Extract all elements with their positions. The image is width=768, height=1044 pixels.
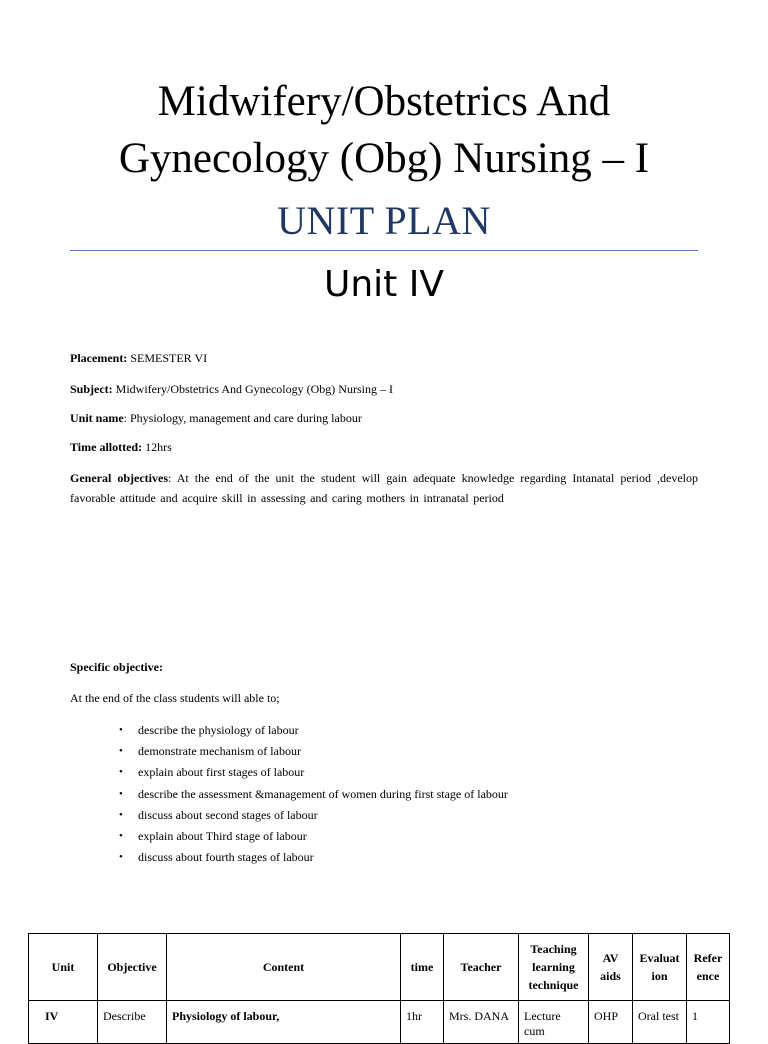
unit-plan-heading: UNIT PLAN	[277, 198, 491, 243]
cell-content: Physiology of labour,	[167, 1001, 401, 1044]
bullet-icon: •	[119, 745, 123, 758]
header-objective: Objective	[98, 934, 167, 1001]
title-line-2: Gynecology (Obg) Nursing – I	[118, 135, 650, 182]
header-time: time	[401, 934, 444, 1001]
bullet-icon: •	[119, 787, 123, 800]
specific-objective-title: Specific objective:	[70, 660, 163, 674]
cell-evaluation: Oral test	[633, 1001, 687, 1044]
general-objectives-label: General objectives	[70, 471, 168, 485]
header-evaluation: Evaluation	[633, 934, 687, 1001]
general-objectives-text: : At the end of the unit the student will gain adequate knowledge regarding Intanatal period ,develop favorable attitude and acquire skill in assessing and caring mothers in intranatal period	[70, 471, 698, 505]
list-item: • describe the assessment &management of women during first stage of labour	[138, 784, 508, 805]
specific-objective-intro: At the end of the class students will able to;	[70, 691, 280, 705]
general-objectives	[70, 468, 698, 508]
cell-time: 1hr	[401, 1001, 444, 1044]
list-item: • describe the physiology of labour	[138, 720, 508, 741]
heading-divider	[70, 250, 698, 251]
bullet-icon: •	[119, 830, 123, 843]
list-item: • demonstrate mechanism of labour	[138, 741, 508, 762]
table-row	[29, 1001, 730, 1044]
cell-objective: Describe	[98, 1001, 167, 1044]
subject-line	[70, 379, 698, 399]
cell-technique: Lecture cum	[519, 1001, 589, 1044]
subject-label: Subject:	[70, 382, 113, 396]
objectives-list	[118, 720, 508, 868]
placement-label: Placement:	[70, 351, 128, 365]
header-technique: Teaching learning technique	[519, 934, 589, 1001]
bullet-icon: •	[119, 808, 123, 821]
placement-value: SEMESTER VI	[130, 351, 208, 365]
unit-plan-table	[28, 933, 730, 1044]
document-title	[0, 73, 768, 187]
unit-name-line	[70, 408, 698, 428]
time-allotted-value: 12hrs	[145, 440, 172, 454]
title-line-1: Midwifery/Obstetrics And	[157, 78, 611, 125]
unit-name-value: : Physiology, management and care during labour	[123, 411, 362, 425]
list-item: • explain about first stages of labour	[138, 762, 508, 783]
bullet-icon: •	[119, 851, 123, 864]
table-header-row	[29, 934, 730, 1001]
unit-name-label: Unit name	[70, 411, 124, 425]
bullet-icon: •	[119, 766, 123, 779]
bullet-icon: •	[119, 724, 123, 736]
cell-av-aids: OHP	[589, 1001, 633, 1044]
header-unit: Unit	[29, 934, 98, 1001]
placement-line	[70, 348, 698, 368]
header-av-aids: AV aids	[589, 934, 633, 1001]
subject-value: Midwifery/Obstetrics And Gynecology (Obg) Nursing – I	[115, 382, 393, 396]
header-content: Content	[167, 934, 401, 1001]
header-reference: Reference	[687, 934, 730, 1001]
cell-reference: 1	[687, 1001, 730, 1044]
list-item: • explain about Third stage of labour	[138, 826, 508, 847]
list-item: • discuss about fourth stages of labour	[138, 847, 508, 868]
unit-number-heading: Unit IV	[324, 264, 444, 305]
list-item: • discuss about second stages of labour	[138, 805, 508, 826]
time-allotted-line	[70, 437, 698, 457]
cell-unit: IV	[29, 1001, 98, 1044]
cell-teacher: Mrs. DANA	[444, 1001, 519, 1044]
time-allotted-label: Time allotted:	[70, 440, 143, 454]
header-teacher: Teacher	[444, 934, 519, 1001]
